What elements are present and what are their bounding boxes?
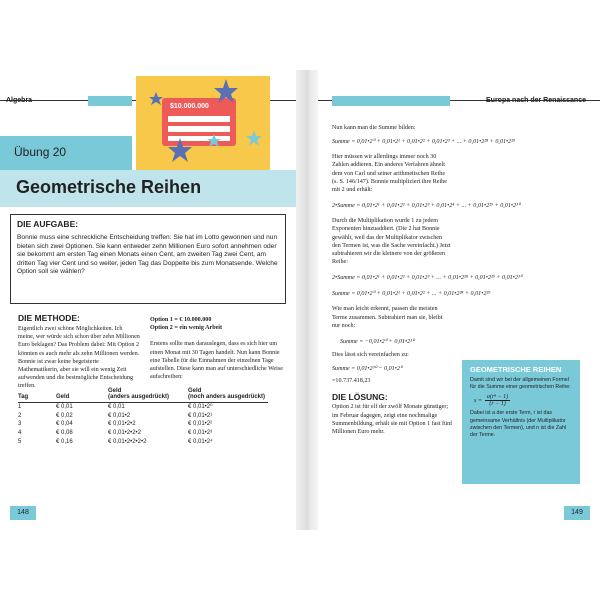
formula-subtract-top: 2•Summe = 0,01•2¹ + 0,01•2² + 0,01•2³ + ... + 0,01•2²⁸ + 0,01•2²⁹ + 0,01•2³⁰ bbox=[332, 275, 523, 282]
method-column-right bbox=[150, 316, 288, 381]
table-cell: 1 bbox=[18, 404, 22, 410]
table-row bbox=[18, 438, 268, 447]
exercise-number: Übung 20 bbox=[14, 145, 67, 159]
header-accent-bar bbox=[88, 96, 132, 106]
page-title: Geometrische Reihen bbox=[16, 177, 202, 197]
formula-simplified: Summe = 0,01•2³⁰ − 0,01•2⁰ bbox=[332, 366, 403, 373]
info-box-text-1: Damit sind wir bei der allgemeinen Formel für die Summe einer geometrischen Reihe: bbox=[470, 377, 571, 391]
table-header: Geld bbox=[56, 388, 108, 403]
table-cell: € 0,16 bbox=[56, 438, 73, 445]
star-icon bbox=[168, 138, 192, 162]
formula-result: =10.737.418,23 bbox=[332, 378, 371, 385]
table-cell: 2 bbox=[18, 412, 22, 419]
chapter-label: Algebra bbox=[6, 97, 33, 104]
info-box-text-2: Dabei ist a der erste Term, r ist das gemeinsame Verhältnis (der Multiplikator zwischen den Termen), und n ist die Zahl der Terme. bbox=[470, 410, 567, 439]
explanation-text-1: Hier müssen wir allerdings immer noch 30 Zahlen addieren. Ein anderes Verfahren ähnelt dem von Carl und seiner arithmetischen Reihe (s. S. 146/147). Bonnie multipliziert ihre Reihe mit 2 und erhält: bbox=[332, 154, 447, 194]
table-cell: € 0,02 bbox=[56, 412, 73, 419]
table-row bbox=[18, 429, 268, 438]
table-cell: € 0,01 bbox=[56, 404, 73, 410]
formula-denominator: (r − 1) bbox=[489, 401, 506, 408]
table-cell: € 0,01•2 bbox=[108, 412, 131, 419]
formula-subtract-bottom: Summe = 0,01•2⁰ + 0,01•2¹ + 0,01•2² + ... + 0,01•2²⁸ + 0,01•2²⁹ bbox=[332, 291, 491, 298]
chapter-label: Europa nach der Renaissance bbox=[486, 97, 586, 104]
exercise-banner bbox=[0, 136, 132, 170]
lottery-illustration bbox=[136, 76, 270, 170]
info-box bbox=[462, 360, 580, 484]
page-number-left: 148 bbox=[10, 506, 36, 520]
table-cell: € 0,01•2⁴ bbox=[188, 438, 213, 445]
option-2: Option 2 = ein wenig Arbeit bbox=[150, 325, 223, 332]
formula-numerator: a(rⁿ − 1) bbox=[486, 394, 509, 401]
table-header-row bbox=[18, 388, 268, 403]
star-icon bbox=[149, 92, 163, 105]
table-header: Geld (anders ausgedrückt) bbox=[108, 388, 188, 403]
table-row bbox=[18, 403, 268, 412]
table-cell: € 0,01•2⁰ bbox=[188, 404, 213, 410]
explanation-text-4: Dies lässt sich vereinfachen zu: bbox=[332, 352, 409, 359]
money-table bbox=[18, 388, 268, 447]
task-text: Bonnie muss eine schreckliche Entscheidung treffen: Sie hat im Lotto gewonnen und nun bieten sich zwei Optionen. Sie kann entweder zehn Millionen Euro sofort annehmen oder sie bekommt am ersten Tag einen Monats einen Cent, am zweiten Tag zwei Cent, am dritten Tag vier Cent und so weiter, jeden Tag das Doppelte bis zum Monatsende. Welche Option soll sie wählen? bbox=[17, 234, 278, 276]
page-number-right: 149 bbox=[564, 506, 590, 520]
table-row bbox=[18, 420, 268, 429]
method-heading: DIE METHODE: bbox=[18, 313, 80, 323]
title-band bbox=[0, 170, 300, 207]
solution-heading: DIE LÖSUNG: bbox=[332, 392, 388, 403]
table-cell: € 0,01•2•2•2 bbox=[108, 430, 141, 437]
star-icons bbox=[136, 76, 270, 170]
method-text-2: Erstens sollte man darauslegen, dass es sich hier um einen Monat mit 30 Tagen handelt. Nun kann Bonnie eine Tabelle für die Einnahmen der einzelnen Tage aufstellen. Diese kann man auf unterschiedliche Weise aufschreiben: bbox=[150, 341, 283, 381]
table-cell: 3 bbox=[18, 421, 22, 428]
table-cell: € 0,01•2•2 bbox=[108, 421, 136, 428]
right-page bbox=[318, 70, 600, 530]
table-cell: € 0,01•2³ bbox=[188, 430, 213, 437]
method-text: Eigentlich zwei schöne Möglichkeiten. Ich meine, wer würde sich schon über zehn Millionen Euro beklagen? Das Problem dabei: Mit Option 2 könnten es auch mehr als zehn Millionen werden. Bonnie ist zwar keine begeisterte Mathematikerin, aber sie will ein wenig Zeit aufwenden und die bestmögliche Entscheidung treffen. bbox=[18, 326, 140, 390]
table-header: Tag bbox=[18, 388, 56, 403]
table-row bbox=[18, 412, 268, 421]
formula-lhs: s = bbox=[474, 397, 482, 404]
table-cell: € 0,01•2•2•2•2 bbox=[108, 438, 147, 445]
intro-text: Nun kann man die Summe bilden: bbox=[332, 125, 416, 131]
option-1: Option 1 = € 10.000.000 bbox=[150, 317, 212, 323]
formula-sum: Summe = 0,01•2⁰ + 0,01•2¹ + 0,01•2² + 0,01•2³ + ... + 0,01•2²⁸ + 0,01•2²⁹ bbox=[332, 139, 516, 146]
table-cell: € 0,08 bbox=[56, 430, 73, 437]
money-table-wrap bbox=[18, 388, 268, 447]
star-icon bbox=[214, 79, 238, 103]
explanation-text-3: Wie man leicht erkennt, passen die meisten Terme zusammen. Subtrahiert man sie, bleibt nur noch: bbox=[332, 306, 443, 329]
explanation-text-2: Durch die Multiplikation wurde 1 zu jedem Exponenten hinzuaddiert. (Die 2 hat Bonnie gewählt, weil das der Multiplikator zwischen den Termen ist, was die Sache vereinfacht.) Jetzt subtrahieren wir die kleinere von der größeren Reihe: bbox=[332, 218, 451, 266]
solution-text: Option 2 ist für elf der zwölf Monate günstiger; im Februar dagegen, zeigt eine nochmalige Summenbildung, erhält sie mit Option 1 fast fünf Millionen Euro mehr. bbox=[332, 404, 453, 436]
table-header: Geld (noch anders ausgedrückt) bbox=[188, 388, 268, 403]
table-cell: € 0,04 bbox=[56, 421, 73, 428]
formula-remaining: Summe = −0,01•2⁰ + 0,01•2³⁰ bbox=[340, 339, 415, 346]
task-heading: DIE AUFGABE: bbox=[17, 219, 79, 229]
table-cell: 5 bbox=[18, 438, 22, 445]
table-body bbox=[18, 403, 268, 447]
info-box-heading: GEOMETRISCHE REIHEN bbox=[470, 365, 562, 374]
table-cell: € 0,01•2² bbox=[188, 421, 213, 428]
table-cell: € 0,01 bbox=[108, 404, 125, 410]
header-accent-bar bbox=[332, 96, 450, 106]
ticket-amount: $10.000.000 bbox=[170, 103, 209, 110]
formula-double-sum: 2•Summe = 0,01•2¹ + 0,01•2² + 0,01•2³ + 0,01•2⁴ + ... + 0,01•2²⁹ + 0,01•2³⁰ bbox=[332, 203, 521, 210]
table-cell: 4 bbox=[18, 430, 22, 437]
left-page bbox=[0, 70, 300, 530]
star-icon bbox=[207, 134, 221, 147]
task-box bbox=[10, 214, 286, 304]
general-formula bbox=[474, 394, 572, 407]
star-icon bbox=[246, 130, 262, 146]
formula-fraction bbox=[485, 394, 510, 407]
table-cell: € 0,01•2¹ bbox=[188, 412, 213, 419]
method-column-left bbox=[18, 325, 140, 391]
